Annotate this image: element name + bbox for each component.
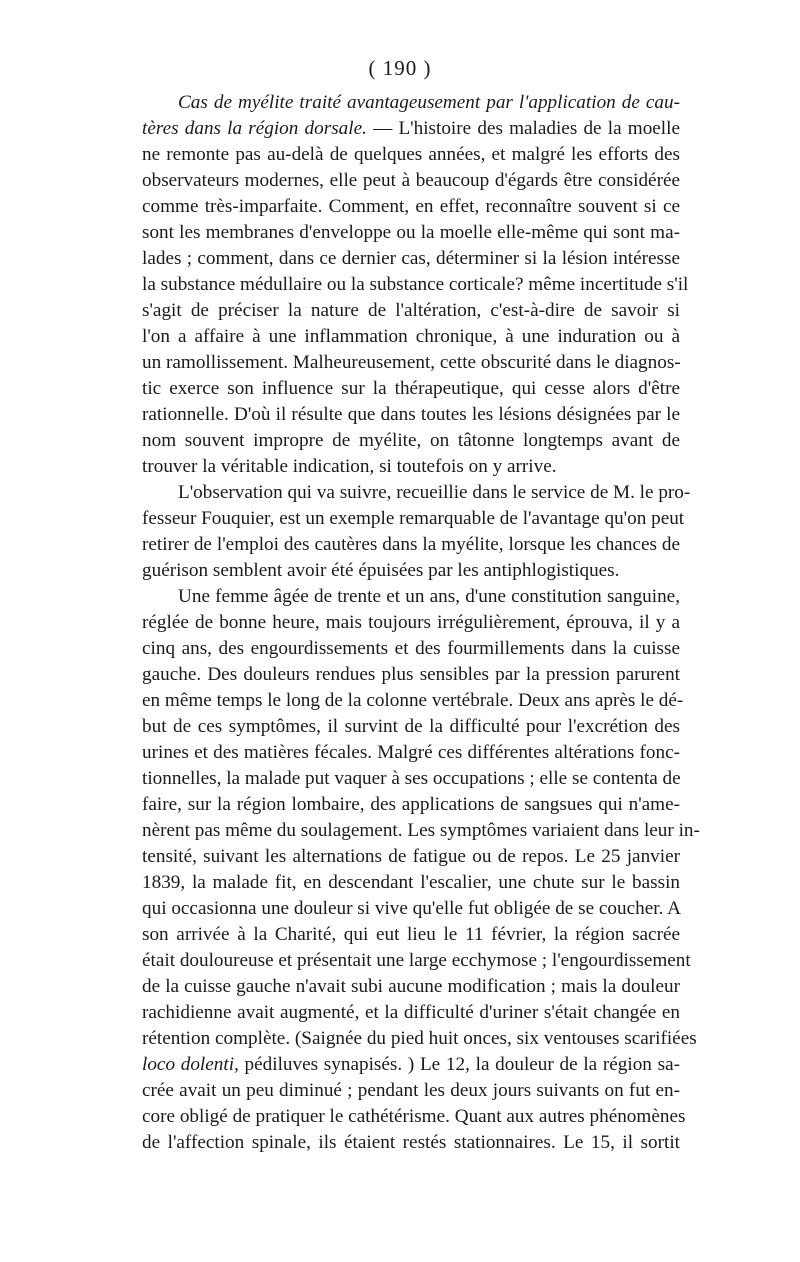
line-text: crée avait un peu diminué ; pendant les deux jours suivants on fut en- — [142, 1080, 680, 1101]
text-line — [142, 90, 680, 116]
line-text: était douloureuse et présentait une large ecchymose ; l'engourdissement — [142, 950, 691, 971]
line-text: pédiluves synapisés. ) Le 12, la douleur de la région sa- — [238, 1054, 680, 1075]
text-line — [142, 896, 680, 922]
paragraph — [142, 480, 691, 584]
text-line — [142, 1052, 680, 1078]
line-text: trouver la véritable indication, si toutefois on y arrive. — [142, 456, 557, 477]
line-text: l'on a affaire à une inflammation chronique, à une induration ou à — [142, 326, 680, 347]
body-text — [142, 90, 700, 1156]
text-line — [142, 454, 680, 480]
text-line — [142, 844, 680, 870]
text-line — [142, 532, 680, 558]
text-line — [142, 766, 680, 792]
line-text: rétention complète. (Saignée du pied huit onces, six ventouses scarifiées — [142, 1028, 697, 1049]
line-text: en même temps le long de la colonne vertébrale. Deux ans après le dé- — [142, 690, 684, 711]
line-text: observateurs modernes, elle peut à beaucoup d'égards être considérée — [142, 170, 680, 191]
line-text: Une femme âgée de trente et un ans, d'une constitution sanguine, — [178, 586, 680, 607]
line-text: rationnelle. D'où il résulte que dans toutes les lésions désignées par le — [142, 404, 680, 425]
text-line — [142, 506, 685, 532]
text-line — [142, 792, 680, 818]
text-line — [142, 324, 680, 350]
text-line — [142, 558, 680, 584]
text-line — [142, 428, 680, 454]
text-line — [142, 272, 689, 298]
italic-text: loco dolenti, — [142, 1054, 239, 1075]
line-text: tic exerce son influence sur la thérapeutique, qui cesse alors d'être — [142, 378, 680, 399]
text-line — [142, 402, 680, 428]
line-text: son arrivée à la Charité, qui eut lieu le 11 février, la région sacrée — [142, 924, 680, 945]
text-line — [142, 194, 680, 220]
text-line — [142, 116, 680, 142]
text-line — [142, 1000, 680, 1026]
line-text: de l'affection spinale, ils étaient restés stationnaires. Le 15, il sortit — [142, 1132, 680, 1153]
line-text: sont les membranes d'enveloppe ou la moelle elle-même qui sont ma- — [142, 222, 680, 243]
text-line — [142, 714, 680, 740]
paragraph — [142, 584, 700, 1156]
line-text: faire, sur la région lombaire, des applications de sangsues qui n'ame- — [142, 794, 680, 815]
line-text: — L'histoire des maladies de la moelle — [366, 118, 680, 139]
text-line — [142, 246, 680, 272]
line-text: de la cuisse gauche n'avait subi aucune modification ; mais la douleur — [142, 976, 680, 997]
text-line — [142, 818, 700, 844]
line-text: tionnelles, la malade put vaquer à ses occupations ; elle se contenta de — [142, 768, 681, 789]
text-line — [142, 740, 680, 766]
text-line — [142, 480, 691, 506]
text-line — [142, 376, 680, 402]
line-text: guérison semblent avoir été épuisées par les antiphlogistiques. — [142, 560, 620, 581]
line-text: ne remonte pas au-delà de quelques années, et malgré les efforts des — [142, 144, 680, 165]
line-text: L'observation qui va suivre, recueillie dans le service de M. le pro- — [178, 482, 691, 503]
text-line — [142, 948, 691, 974]
text-line — [142, 688, 684, 714]
line-text: but de ces symptômes, il survint de la difficulté pour l'excrétion des — [142, 716, 680, 737]
text-line — [142, 1130, 680, 1156]
text-line — [142, 974, 680, 1000]
text-line — [142, 220, 680, 246]
line-text: cinq ans, des engourdissements et des fourmillements dans la cuisse — [142, 638, 680, 659]
line-text: fesseur Fouquier, est un exemple remarquable de l'avantage qu'on peut — [142, 508, 685, 529]
text-line — [142, 350, 680, 376]
line-text: s'agit de préciser la nature de l'altération, c'est-à-dire de savoir si — [142, 300, 680, 321]
line-text: 1839, la malade fit, en descendant l'escalier, une chute sur le bassin — [142, 872, 680, 893]
line-text: qui occasionna une douleur si vive qu'elle fut obligée de se coucher. A — [142, 898, 681, 919]
line-text: lades ; comment, dans ce dernier cas, déterminer si la lésion intéresse — [142, 248, 680, 269]
line-text: retirer de l'emploi des cautères dans la myélite, lorsque les chances de — [142, 534, 680, 555]
text-line — [142, 662, 680, 688]
text-line — [142, 168, 680, 194]
line-text: gauche. Des douleurs rendues plus sensibles par la pression parurent — [142, 664, 680, 685]
italic-text: Cas de myélite traité avantageusement par l'application de cau- — [178, 92, 680, 113]
text-line — [142, 1104, 686, 1130]
text-line — [142, 636, 680, 662]
text-line — [142, 922, 680, 948]
line-text: nom souvent impropre de myélite, on tâtonne longtemps avant de — [142, 430, 680, 451]
italic-text: tères dans la région dorsale. — [142, 118, 367, 139]
text-line — [142, 1026, 697, 1052]
paragraph — [142, 90, 689, 480]
text-line — [142, 142, 680, 168]
line-text: core obligé de pratiquer le cathétérisme. Quant aux autres phénomènes — [142, 1106, 686, 1127]
line-text: urines et des matières fécales. Malgré ces différentes altérations fonc- — [142, 742, 680, 763]
line-text: la substance médullaire ou la substance corticale? même incertitude s'il — [142, 274, 689, 295]
text-line — [142, 298, 680, 324]
page-number: ( 190 ) — [368, 56, 432, 80]
text-line — [142, 584, 680, 610]
line-text: rachidienne avait augmenté, et la difficulté d'uriner s'était changée en — [142, 1002, 680, 1023]
text-line — [142, 870, 680, 896]
text-line — [142, 610, 680, 636]
line-text: un ramollissement. Malheureusement, cette obscurité dans le diagnos- — [142, 352, 681, 373]
line-text: comme très-imparfaite. Comment, en effet, reconnaître souvent si ce — [142, 196, 680, 217]
line-text: tensité, suivant les alternations de fatigue ou de repos. Le 25 janvier — [142, 846, 680, 867]
line-text: nèrent pas même du soulagement. Les symptômes variaient dans leur in- — [142, 820, 700, 841]
line-text: réglée de bonne heure, mais toujours irrégulièrement, éprouva, il y a — [142, 612, 680, 633]
text-line — [142, 1078, 680, 1104]
